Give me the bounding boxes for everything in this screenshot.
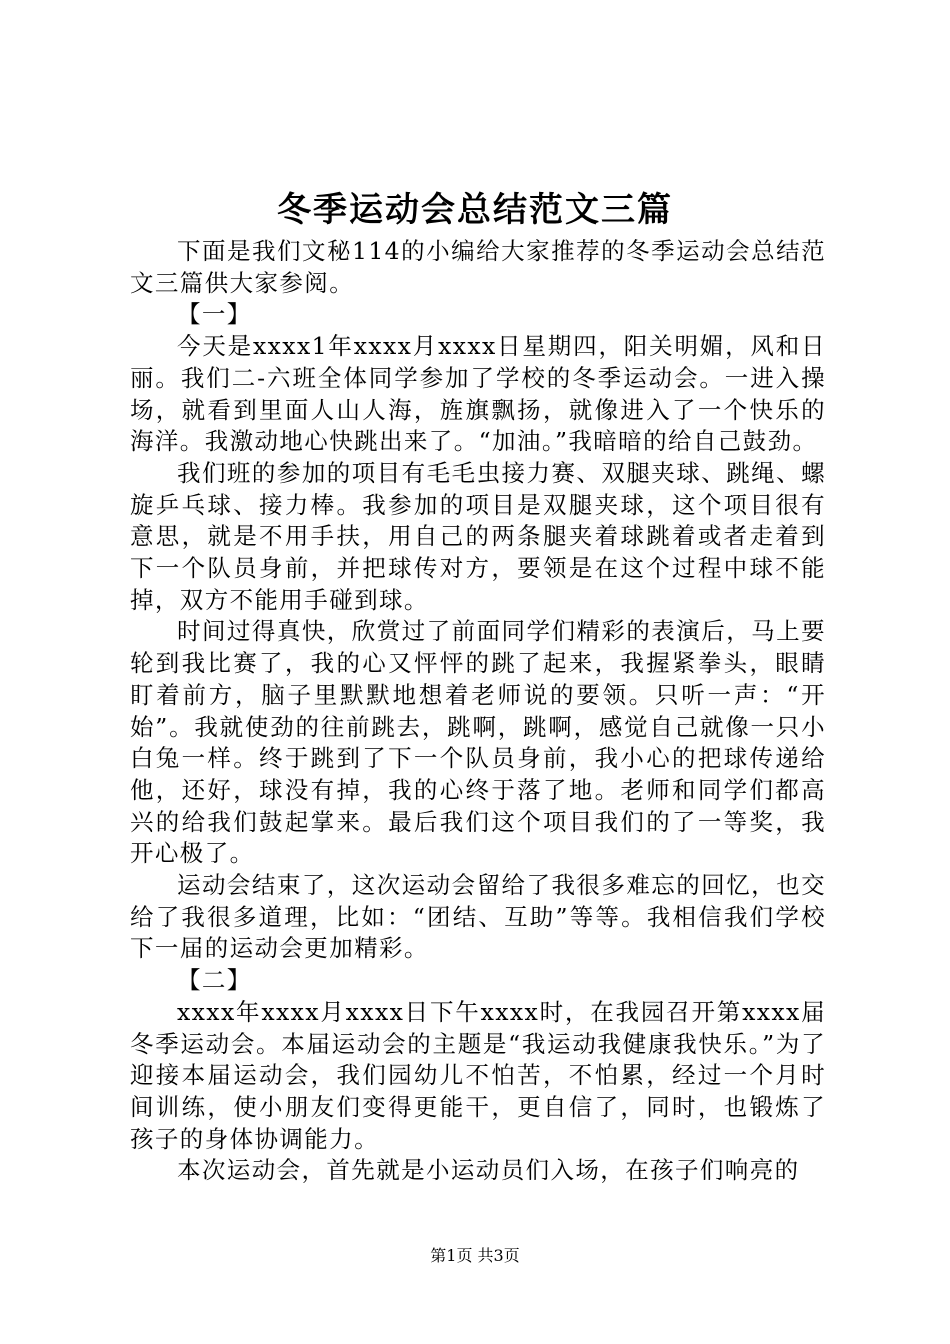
page-footer: 第1页 共3页	[430, 1246, 520, 1265]
section-1-paragraph-3: 时间过得真快，欣赏过了前面同学们精彩的表演后，马上要轮到我比赛了，我的心又怦怦的跳了起来，我握紧拳头，眼睛盯着前方，脑子里默默地想着老师说的要领。只听一声：“开始”。我就使劲的往前跳去，跳啊，跳啊，感觉自己就像一只小白兔一样。终于跳到了下一个队员身前，我小心的把球传递给他，还好，球没有掉，我的心终于落了地。老师和同学们都高兴的给我们鼓起掌来。最后我们这个项目我们的了一等奖，我开心极了。	[130, 617, 826, 868]
section-2-paragraph-2: 本次运动会，首先就是小运动员们入场，在孩子们响亮的	[177, 1156, 800, 1185]
intro-paragraph: 下面是我们文秘114的小编给大家推荐的冬季运动会总结范文三篇供大家参阅。	[130, 237, 826, 297]
section-1-paragraph-2: 我们班的参加的项目有毛毛虫接力赛、双腿夹球、跳绳、螺旋乒乓球、接力棒。我参加的项目是双腿夹球，这个项目很有意思，就是不用手扶，用自己的两条腿夹着球跳着或者走着到下一个队员身前，并把球传对方，要领是在这个过程中球不能掉，双方不能用手碰到球。	[130, 458, 826, 614]
document-body	[130, 236, 826, 1187]
section-1-paragraph-4: 运动会结束了，这次运动会留给了我很多难忘的回忆，也交给了我很多道理，比如：“团结、互助”等等。我相信我们学校下一届的运动会更加精彩。	[130, 871, 826, 963]
section-1-paragraph-1: 今天是xxxx1年xxxx月xxxx日星期四，阳关明媚，风和日丽。我们二-六班全体同学参加了学校的冬季运动会。一进入操场，就看到里面人山人海，旌旗飘扬，就像进入了一个快乐的海洋。我激动地心快跳出来了。“加油。”我暗暗的给自己鼓劲。	[130, 332, 826, 456]
section-2-paragraph-1: xxxx年xxxx月xxxx日下午xxxx时，在我园召开第xxxx届冬季运动会。本届运动会的主题是“我运动我健康我快乐。”为了迎接本届运动会，我们园幼儿不怕苦，不怕累，经过一个月时间训练，使小朋友们变得更能干，更自信了，同时，也锻炼了孩子的身体协调能力。	[130, 997, 826, 1153]
section-heading-1: 【一】	[177, 300, 252, 329]
document-title: 冬季运动会总结范文三篇	[277, 190, 673, 230]
section-heading-2: 【二】	[177, 966, 252, 995]
